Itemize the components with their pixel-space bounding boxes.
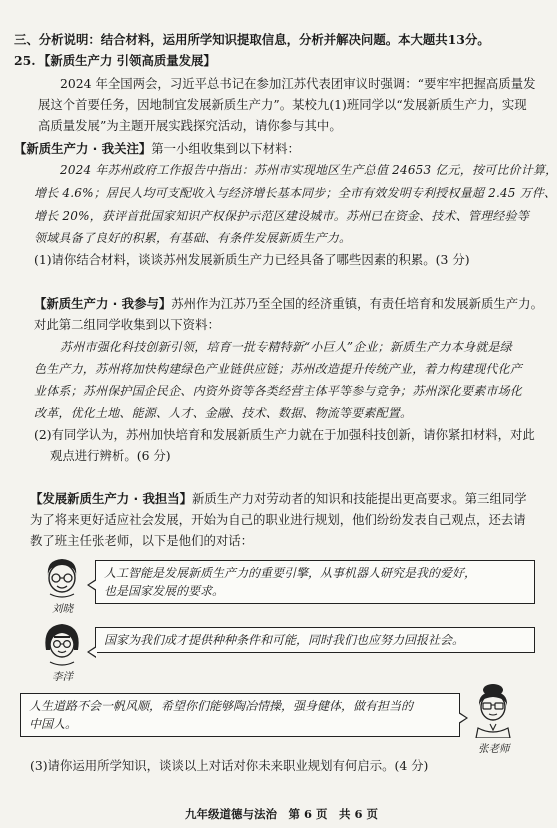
part1-material-line: 2024 年苏州政府工作报告中指出：苏州市实现地区生产总值 24653 亿元，按可比价计算， — [60, 163, 557, 177]
speech-line: 人生道路不会一帆风顺，希望你们能够陶冶情操，强身健体，做有担当的 — [29, 699, 414, 713]
part3-heading — [30, 491, 527, 507]
part3-heading-text: 新质生产力对劳动者的知识和技能提出更高要求。第三组同学 — [192, 491, 527, 506]
part3-intro: 教了班主任张老师，以下是他们的对话： — [30, 533, 254, 548]
speaker-name: 张老师 — [478, 743, 510, 755]
part1-material-line: 领域具备了良好的积累，有基础、有条件发展新质生产力。 — [34, 231, 352, 245]
part3-question: (3)请你运用所学知识，谈谈以上对话对你未来职业规划有何启示。(4 分) — [30, 758, 429, 773]
part3-heading-label: 【发展新质生产力 · 我担当】 — [30, 491, 193, 506]
part2-material-line: 业体系；苏州保护国企民企、内资外资等各类经营主体平等参与竞争；苏州深化要素市场化 — [34, 384, 523, 398]
part3-intro: 为了将来更好适应社会发展，开始为自己的职业进行规划，他们纷纷发表自己观点，还去请 — [30, 512, 526, 527]
speech-line: 也是国家发展的要求。 — [104, 584, 225, 598]
part2-heading-text: 苏州作为江苏乃至全国的经济重镇，有责任培育和发展新质生产力。 — [171, 296, 543, 311]
part2-material-line: 苏州市强化科技创新引领，培育一批专精特新“小巨人”企业；新质生产力本身就是绿 — [60, 340, 512, 354]
topic-title: 【新质生产力 引领高质量发展】 — [38, 53, 216, 68]
speech-bubble-liuxiao — [95, 560, 535, 604]
part1-heading-label: 【新质生产力 · 我关注】 — [14, 141, 152, 156]
speech-bubble-zhang — [20, 693, 460, 737]
speaker-name: 刘晓 — [52, 603, 73, 615]
speech-bubble-liyang — [95, 627, 535, 653]
teacher-zhang-avatar-icon — [470, 680, 516, 738]
part1-material-line: 增长 20%，获评首批国家知识产权保护示范区建设城市。苏州已在资金、技术、管理经验等 — [34, 209, 529, 223]
speech-line: 国家为我们成才提供种种条件和可能，同时我们也应努力回报社会。 — [104, 633, 465, 647]
speech-line: 人工智能是发展新质生产力的重要引擎，从事机器人研究是我的爱好， — [104, 566, 477, 580]
intro-line: 展这个首要任务，因地制宜发展新质生产力”。某校九(1)班同学以“发展新质生产力，实现 — [38, 97, 527, 112]
part2-question: (2)有同学认为，苏州加快培育和发展新质生产力就在于加强科技创新，请你紧扣材料，对此 — [34, 427, 535, 442]
liuxiao-avatar-icon — [42, 556, 82, 600]
intro-line: 2024 年全国两会，习近平总书记在参加江苏代表团审议时强调：“要牢牢把握高质量发 — [60, 76, 536, 91]
speaker-name: 李洋 — [52, 671, 73, 683]
part2-intro: 对此第二组同学收集到以下资料： — [34, 317, 220, 332]
page-footer: 九年级道德与法治 第 6 页 共 6 页 — [185, 807, 379, 821]
part2-heading — [34, 296, 543, 312]
section-header: 三、分析说明：结合材料，运用所学知识提取信息，分析并解决问题。本大题共13分。 — [14, 32, 490, 47]
question-number: 25. — [14, 53, 36, 68]
part2-material-line: 色生产力，苏州将加快构建绿色产业链供应链；苏州改造提升传统产业，着力构建现代化产 — [34, 362, 523, 376]
part2-question: 观点进行辨析。(6 分) — [50, 448, 171, 463]
part1-heading — [14, 141, 300, 157]
liyang-avatar-icon — [40, 620, 84, 668]
speech-line: 中国人。 — [29, 717, 78, 731]
part1-question: (1)请你结合材料，谈谈苏州发展新质生产力已经具备了哪些因素的积累。(3 分) — [34, 252, 470, 267]
part1-heading-text: 第一小组收集到以下材料： — [151, 141, 300, 156]
part2-heading-label: 【新质生产力 · 我参与】 — [34, 296, 172, 311]
intro-line: 高质量发展”为主题开展实践探究活动，请你参与其中。 — [38, 118, 342, 133]
part2-material-line: 改革，优化土地、能源、人才、金融、技术、数据、物流等要素配置。 — [34, 406, 413, 420]
part1-material-line: 增长 4.6%；居民人均可支配收入与经济增长基本同步；全市有效发明专利授权量超 2.45 万件、 — [34, 186, 557, 200]
